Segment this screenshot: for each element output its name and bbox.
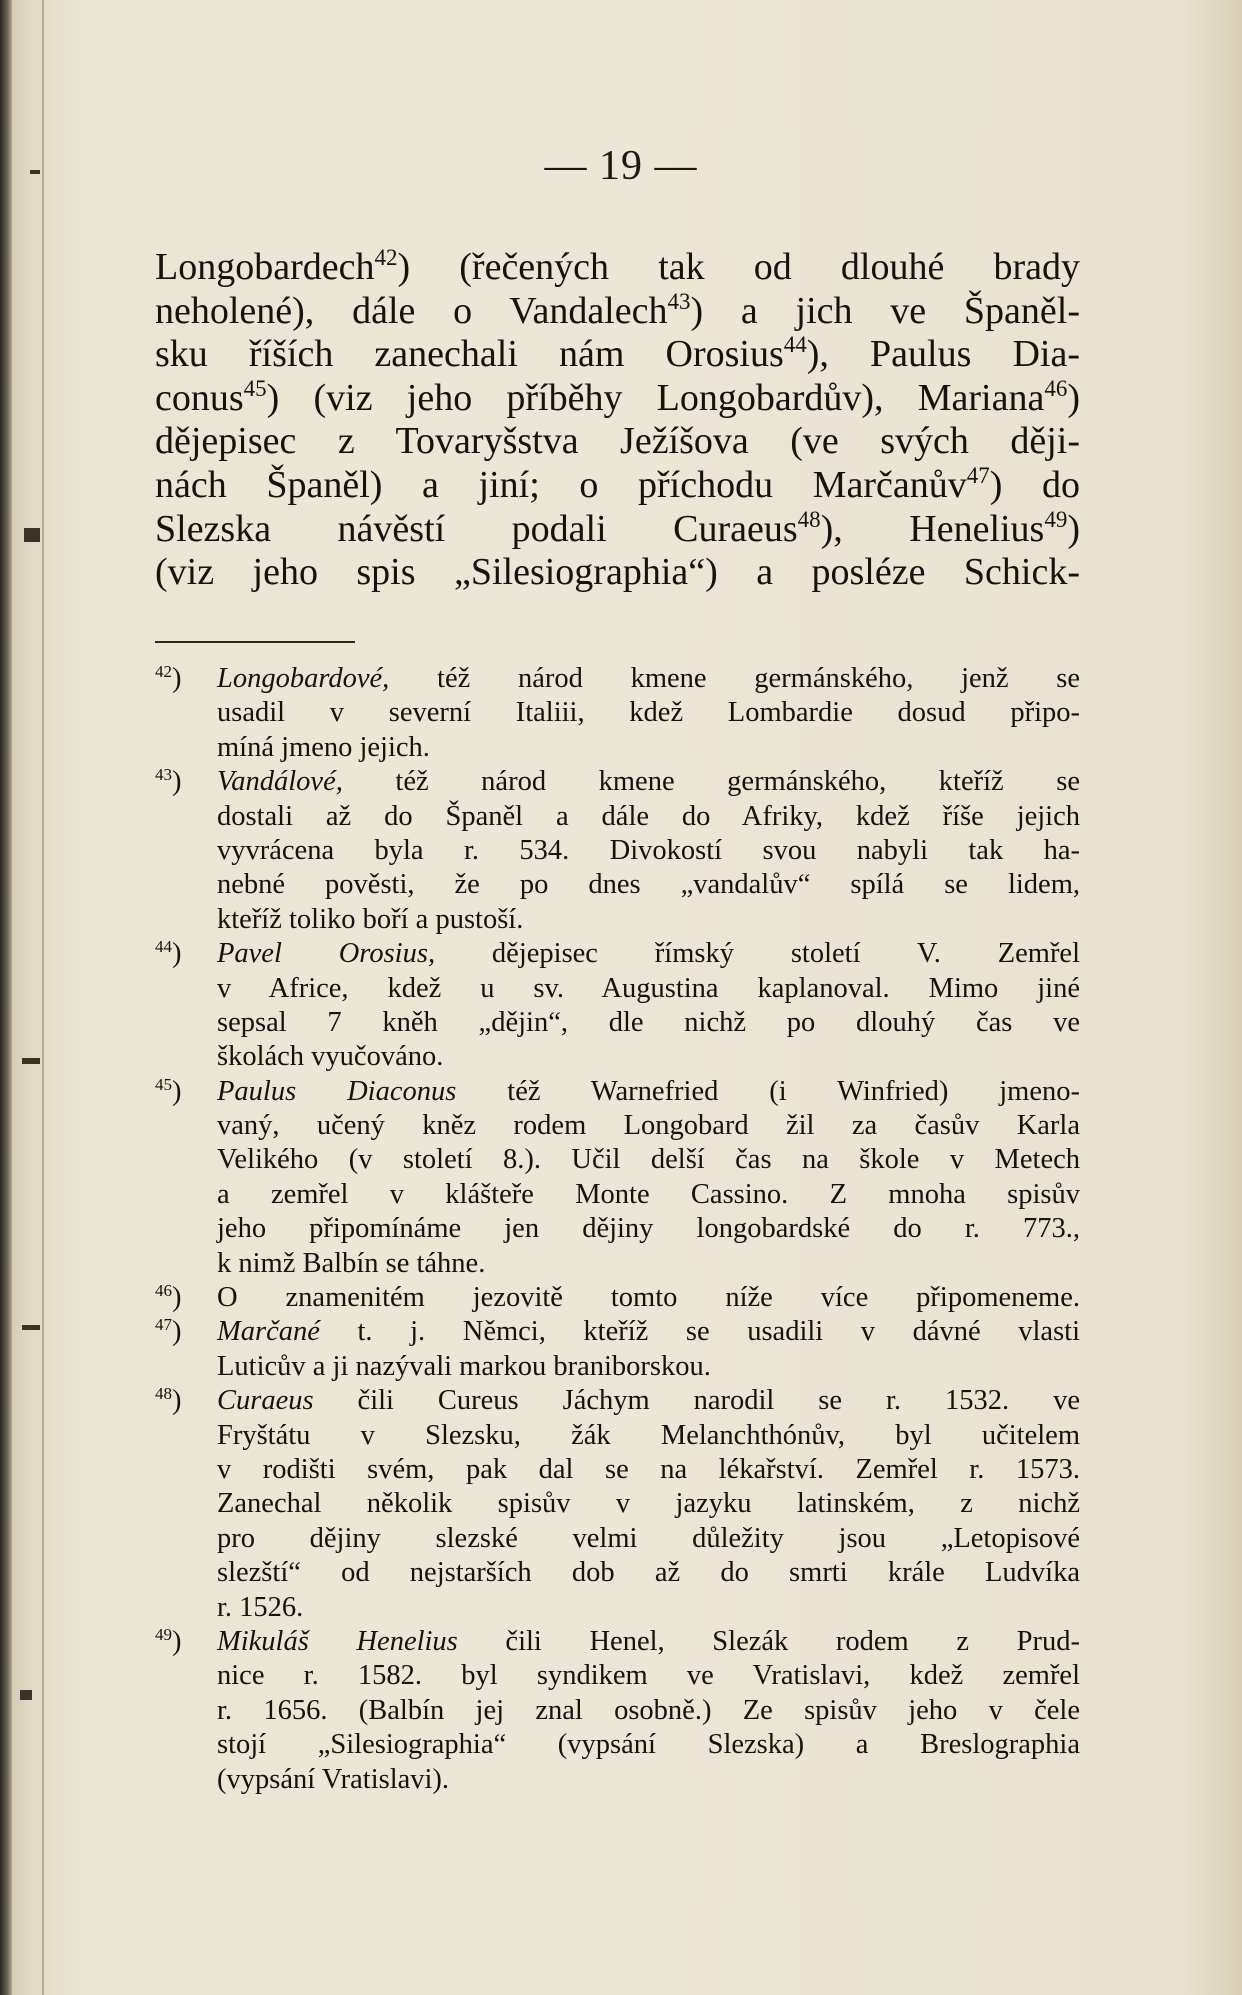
footnote-line: stojí „Silesiographia“ (vypsání Slezska) a Breslographia — [217, 1729, 1080, 1761]
text-line: dějepisec z Tovaryšstva Ježíšova (ve svých ději- — [155, 420, 1080, 463]
footnote-45 — [155, 1075, 1080, 1281]
footnote-line: (vypsání Vratislavi). — [217, 1763, 450, 1795]
footnote-line: kteříž toliko boří a pustoší. — [217, 903, 524, 935]
main-text — [155, 246, 1080, 595]
footnote-line: míná jmeno jejich. — [217, 731, 430, 763]
footnote-mark: $^{42}$) — [155, 662, 182, 694]
footnote-line: slezští“ od nejstarších dob až do smrti krále Ludvíka — [217, 1557, 1080, 1589]
footnote-line: v Africe, kdež u sv. Augustina kaplanoval. Mimo jiné — [217, 972, 1080, 1004]
footnote-line: jeho připomínáme jen dějiny longobardské do r. 773., — [217, 1213, 1080, 1245]
text-line: nách Španěl) a jiní; o příchodu Marčanův$^{47}$) do — [155, 462, 1081, 506]
footnote-line: vyvrácena byla r. 534. Divokostí svou nabyli tak ha- — [217, 834, 1080, 866]
binding-mark — [20, 1690, 32, 1700]
footnote-mark: $^{47}$) — [155, 1315, 182, 1348]
footnote-line: $^{43}$) Vandálové, též národ kmene germánského, kteříž se — [155, 765, 1080, 799]
footnote-line: $^{46}$) O znamenitém jezovitě tomto níže více připomeneme. — [155, 1281, 1080, 1315]
footnote-line: $^{44}$) Pavel Orosius, dějepisec římský století V. Zemřel — [155, 937, 1080, 971]
footnote-line: a zemřel v klášteře Monte Cassino. Z mnoha spisův — [217, 1178, 1080, 1210]
footnote-line: sepsal 7 kněh „dějin“, dle nichž po dlouhý čas ve — [217, 1006, 1080, 1038]
footnote-47 — [155, 1315, 1080, 1384]
footnote-mark: $^{46}$) — [155, 1281, 182, 1314]
footnotes — [155, 662, 1080, 1797]
text-line: Longobardech$^{42}$) (řečených tak od dlouhé brady — [155, 245, 1080, 288]
footnote-line: vaný, učený kněz rodem Longobard žil za časův Karla — [217, 1110, 1080, 1142]
footnote-mark: $^{45}$) — [155, 1074, 182, 1107]
footnote-line: k nimž Balbín se táhne. — [217, 1247, 486, 1279]
page-edge — [0, 0, 12, 1995]
footnote-mark: $^{49}$) — [155, 1624, 182, 1657]
footnote-line: usadil v severní Italiii, kdež Lombardie dosud připo- — [217, 697, 1080, 729]
footnote-line: Velikého (v století 8.). Učil delší čas na škole v Metech — [217, 1144, 1080, 1176]
binding-mark — [22, 1058, 40, 1064]
footnote-42 — [155, 662, 1080, 765]
footnote-48 — [155, 1384, 1080, 1625]
footnote-line: Fryštátu v Slezsku, žák Melanchthónův, byl učitelem — [217, 1419, 1080, 1451]
binding-mark — [24, 528, 40, 542]
text-line: conus$^{45}$) (viz jeho příběhy Longobardův), Mariana$^{46}$) — [155, 375, 1080, 419]
footnote-line: Zanechal několik spisův v jazyku latinském, z nichž — [217, 1488, 1080, 1520]
text-line: sku říších zanechali nám Orosius$^{44}$), Paulus Dia- — [155, 332, 1080, 376]
footnote-line: nebné pověsti, že po dnes „vandalův“ spílá se lidem, — [217, 869, 1080, 901]
footnote-mark: $^{43}$) — [155, 765, 182, 798]
text-line: neholené), dále o Vandalech$^{43}$) a jich ve Španěl- — [155, 288, 1081, 332]
footnote-line: r. 1656. (Balbín jej znal osobně.) Ze spisův jeho v čele — [217, 1694, 1080, 1726]
binding-line — [42, 0, 44, 1995]
binding-mark — [22, 1325, 40, 1330]
footnote-49 — [155, 1625, 1080, 1797]
text-line: (viz jeho spis „Silesiographia“) a posléze Schick- — [155, 551, 1080, 594]
footnote-line: pro dějiny slezské velmi důležity jsou „Letopisové — [217, 1522, 1080, 1554]
footnote-line: $^{48}$) Curaeus čili Cureus Jáchym narodil se r. 1532. ve — [155, 1384, 1080, 1418]
footnote-mark: $^{48}$) — [155, 1384, 182, 1417]
footnote-separator — [155, 641, 355, 643]
footnote-mark: $^{44}$) — [155, 937, 182, 970]
footnote-line: $^{42}$) Longobardové, též národ kmene germánského, jenž se — [155, 662, 1080, 696]
footnote-line: v rodišti svém, pak dal se na lékařství. Zemřel r. 1573. — [217, 1453, 1080, 1485]
page-number: — 19 — — [544, 143, 698, 189]
footnote-line: dostali až do Španěl a dále do Afriky, kdež říše jejich — [217, 800, 1080, 832]
footnote-line: $^{47}$) Marčané t. j. Němci, kteříž se usadili v dávné vlasti — [155, 1315, 1080, 1349]
text-line: Slezska návěstí podali Curaeus$^{48}$), Henelius$^{49}$) — [155, 506, 1081, 550]
footnote-46 — [155, 1281, 1080, 1315]
footnote-43 — [155, 765, 1080, 937]
footnote-line: $^{45}$) Paulus Diaconus též Warnefried (i Winfried) jmeno- — [155, 1075, 1080, 1109]
footnote-line: $^{49}$) Mikuláš Henelius čili Henel, Slezák rodem z Prud- — [155, 1625, 1080, 1659]
footnote-line: školách vyučováno. — [217, 1041, 444, 1073]
footnote-line: r. 1526. — [217, 1591, 304, 1623]
footnote-line: nice r. 1582. byl syndikem ve Vratislavi, kdež zemřel — [217, 1660, 1080, 1692]
footnote-44 — [155, 937, 1080, 1075]
footnote-line: Luticův a ji nazývali markou braniborskou. — [217, 1350, 711, 1382]
